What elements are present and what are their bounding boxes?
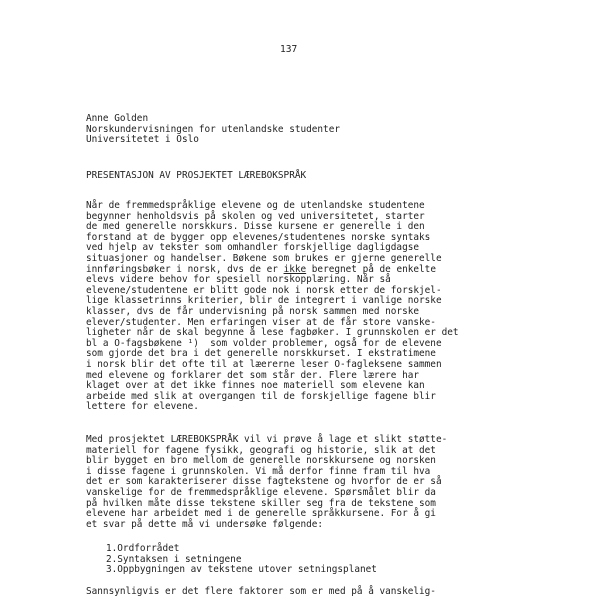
list-item: 2.Syntaksen i setningene [106, 553, 242, 565]
text-line: klasser, dvs de får undervisning på norsk sammen med norske [86, 305, 420, 317]
text-line: som gjorde det bra i det generelle norskkurset. I ekstratimene [86, 348, 436, 360]
text-line: arbeide med slik at overgangen til de forskjellige fagene blir [86, 390, 436, 402]
text-line: på hvilken måte disse tekstene skiller seg fra de tekstene som [86, 497, 436, 509]
text-line: elevene/studentene er blitt gode nok i norsk etter de forskjel- [86, 284, 442, 296]
text-line: elevs videre behov for spesiell norskopplæring. Når så [86, 274, 391, 286]
text-line: elever/studenter. Men erfaringen viser at de får store vanske- [86, 316, 436, 328]
list-item: 1.Ordforrådet [106, 543, 180, 554]
author-name: Anne Golden [86, 113, 149, 124]
numbered-list [106, 544, 377, 576]
text-line: med elevene og forklarer det som står der. Flere lærere har [86, 369, 420, 381]
text-line: materiell for fagene fysikk, geografi og historie, slik at det [86, 444, 436, 456]
text-line: klaget over at det ikke finnes noe materiell som elevene kan [86, 380, 425, 392]
text-line: lige klassetrinns kriterier, blir de integrert i vanlige norske [86, 295, 442, 307]
paragraph-1 [86, 201, 526, 413]
text-line: blir bygget en bro mellom de generelle norskkursene og norsken [86, 455, 436, 467]
text-line: bl a O-fagsbøkene ¹) som volder problemer, også for de elevene [86, 337, 442, 349]
text-line: forstand at de bygger opp elevenes/studentenes norske syntaks [86, 231, 431, 243]
text-line: ved hjelp av tekster som omhandler forskjellige dagligdagse [86, 242, 420, 254]
text-line: begynner henholdsvis på skolen og ved universitetet, starter [86, 210, 425, 222]
text-line: elevene har arbeidet med i de generelle språkkursene. For å gi [86, 508, 436, 520]
text-segment: beregnet på de enkelte [306, 263, 436, 275]
page-number: 137 [280, 44, 298, 55]
text-line: et svar på dette må vi undersøke følgende: [86, 518, 324, 530]
text-line: i disse fagene i grunnskolen. Vi må derfor finne fram til hva [86, 465, 431, 477]
author-block [86, 114, 340, 146]
document-title: PRESENTASJON AV PROSJEKTET LÆREBOKSPRÅK [86, 170, 307, 181]
text-line: situasjoner og handelser. Bøkene som brukes er gjerne generelle [86, 252, 442, 264]
text-line: det er som karakteriserer disse fagtekstene og hvorfor de er så [86, 476, 442, 488]
text-segment: innføringsbøker i norsk, dvs de er [86, 263, 284, 275]
text-line: vanskelige for de fremmedspråklige elevene. Spørsmålet blir da [86, 486, 436, 498]
text-line: Med prosjektet LÆREBOKSPRÅK vil vi prøve å lage et slikt støtte- [86, 434, 448, 445]
paragraph-2 [86, 435, 526, 530]
text-line: i norsk blir det ofte til at læererne leser O-fagleksene sammen [86, 358, 442, 370]
author-university: Universitetet i Oslo [86, 134, 199, 146]
list-item: 3.Oppbygningen av tekstene utover setningsplanet [106, 564, 377, 576]
author-affiliation: Norskundervisningen for utenlandske studenter [86, 123, 340, 135]
text-line: ligheter når de skal begynne å lese fagbøker. I grunnskolen er det [86, 327, 459, 339]
text-line: Når de fremmedspråklige elevene og de utenlandske studentene [86, 200, 425, 211]
underlined-word: ikke [283, 263, 307, 275]
paragraph-3-start: Sannsynligvis er det flere faktorer som er med på å vanskelig- [86, 586, 436, 597]
text-line: de med generelle norskkurs. Disse kursene er generelle i den [86, 221, 425, 233]
text-line: lettere for elevene. [86, 401, 199, 413]
